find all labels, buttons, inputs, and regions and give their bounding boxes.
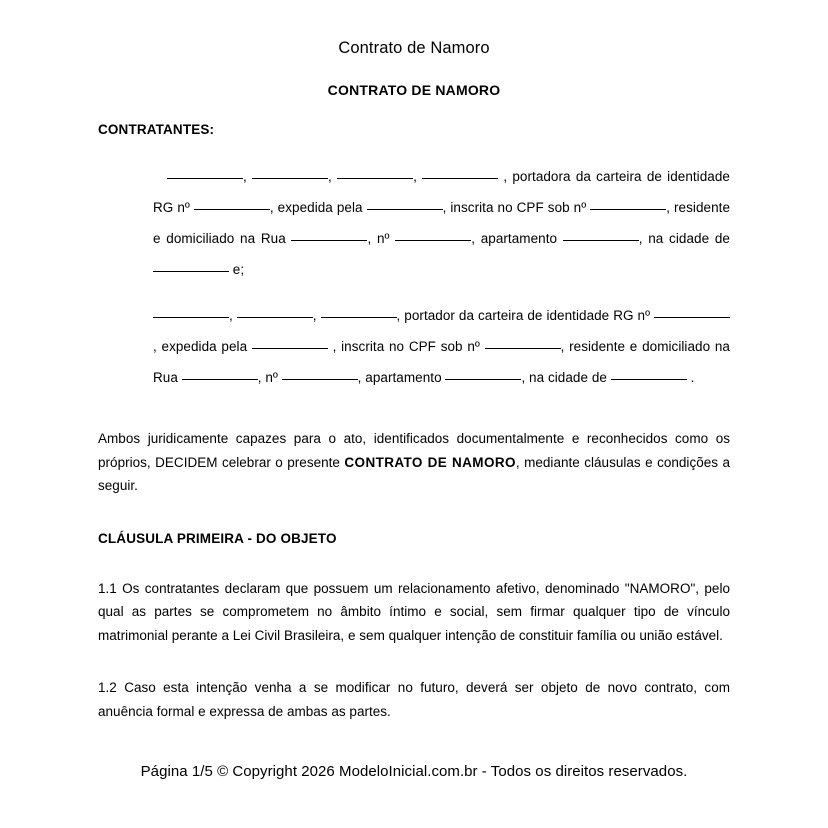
party-text-run: , nº bbox=[367, 231, 396, 246]
party-text-run: , nº bbox=[257, 370, 282, 385]
document-subtitle: CONTRATO DE NAMORO bbox=[327, 82, 501, 98]
clause-primeira-heading: CLÁUSULA PRIMEIRA - DO OBJETO bbox=[98, 530, 337, 546]
fill-in-blank[interactable] bbox=[153, 306, 229, 318]
clause-1-2-paragraph: 1.2 Caso esta intenção venha a se modificar no futuro, deverá ser objeto de novo contrato, com anuência formal e expressa de ambas as partes. bbox=[98, 680, 730, 719]
party-text-run: , bbox=[243, 169, 253, 184]
party-text-run: , na cidade de bbox=[521, 370, 611, 385]
fill-in-blank[interactable] bbox=[282, 368, 358, 380]
fill-in-blank[interactable] bbox=[485, 337, 561, 349]
preamble-text-part2: , mediante cláusulas e condições a seguir. bbox=[98, 454, 730, 493]
party-text-run: , bbox=[229, 308, 237, 323]
preamble-contract-name: CONTRATO DE NAMORO bbox=[344, 454, 516, 470]
party-two-paragraph bbox=[153, 300, 730, 393]
party-text-run: , portadora da carteira de identidade RG nº bbox=[153, 169, 730, 215]
party-text-run: , bbox=[328, 169, 338, 184]
fill-in-blank[interactable] bbox=[194, 198, 270, 210]
party-text-run: , na cidade de bbox=[638, 231, 730, 246]
party-text-run: , inscrita no CPF sob nº bbox=[442, 200, 591, 215]
fill-in-blank[interactable] bbox=[153, 260, 229, 272]
fill-in-blank[interactable] bbox=[590, 198, 666, 210]
party-text-run: , inscrita no CPF sob nº bbox=[327, 339, 485, 354]
document-body bbox=[98, 120, 730, 723]
party-one-paragraph bbox=[153, 161, 730, 285]
party-text-run: e; bbox=[229, 262, 245, 277]
party-text-run: , apartamento bbox=[471, 231, 563, 246]
fill-in-blank[interactable] bbox=[237, 306, 313, 318]
preamble-paragraph bbox=[98, 427, 730, 498]
party-text-run: , bbox=[312, 308, 321, 323]
fill-in-blank[interactable] bbox=[367, 198, 443, 210]
party-text-run: , residente e domiciliado na Rua bbox=[153, 339, 730, 385]
fill-in-blank[interactable] bbox=[611, 368, 687, 380]
fill-in-blank[interactable] bbox=[395, 229, 471, 241]
fill-in-blank[interactable] bbox=[422, 167, 498, 179]
party-text-run: , residente e domiciliado na Rua bbox=[153, 200, 730, 246]
fill-in-blank[interactable] bbox=[654, 306, 730, 318]
fill-in-blank[interactable] bbox=[321, 306, 397, 318]
party-text-run: , apartamento bbox=[357, 370, 446, 385]
party-text-run: , bbox=[413, 169, 423, 184]
contratantes-label: CONTRATANTES: bbox=[98, 122, 215, 137]
party-text-run: , expedida pela bbox=[153, 339, 252, 354]
party-text-run: . bbox=[686, 370, 695, 385]
fill-in-blank[interactable] bbox=[337, 167, 413, 179]
document-title: Contrato de Namoro bbox=[338, 39, 490, 57]
page-footer: Página 1/5 © Copyright 2026 ModeloInicial.com.br - Todos os direitos reservados. bbox=[140, 763, 688, 780]
fill-in-blank[interactable] bbox=[167, 167, 243, 179]
fill-in-blank[interactable] bbox=[563, 229, 639, 241]
fill-in-blank[interactable] bbox=[182, 368, 258, 380]
clause-1-1-paragraph: 1.1 Os contratantes declaram que possuem um relacionamento afetivo, denominado "NAMORO", pelo qual as partes se comprometem no âmbito íntimo e social, sem firmar qualquer tipo de vínculo matrimonial perante a Lei Civil Brasileira, e sem qualquer intenção de constituir família ou união estável. bbox=[98, 580, 730, 643]
fill-in-blank[interactable] bbox=[252, 167, 328, 179]
party-text-run: , expedida pela bbox=[269, 200, 367, 215]
preamble-text-part1: Ambos juridicamente capazes para o ato, identificados documentalmente e reconhecidos como os próprios, DECIDEM celebrar o presente bbox=[98, 431, 730, 470]
fill-in-blank[interactable] bbox=[291, 229, 367, 241]
fill-in-blank[interactable] bbox=[445, 368, 521, 380]
party-text-run: , portador da carteira de identidade RG nº bbox=[396, 308, 654, 323]
fill-in-blank[interactable] bbox=[252, 337, 328, 349]
